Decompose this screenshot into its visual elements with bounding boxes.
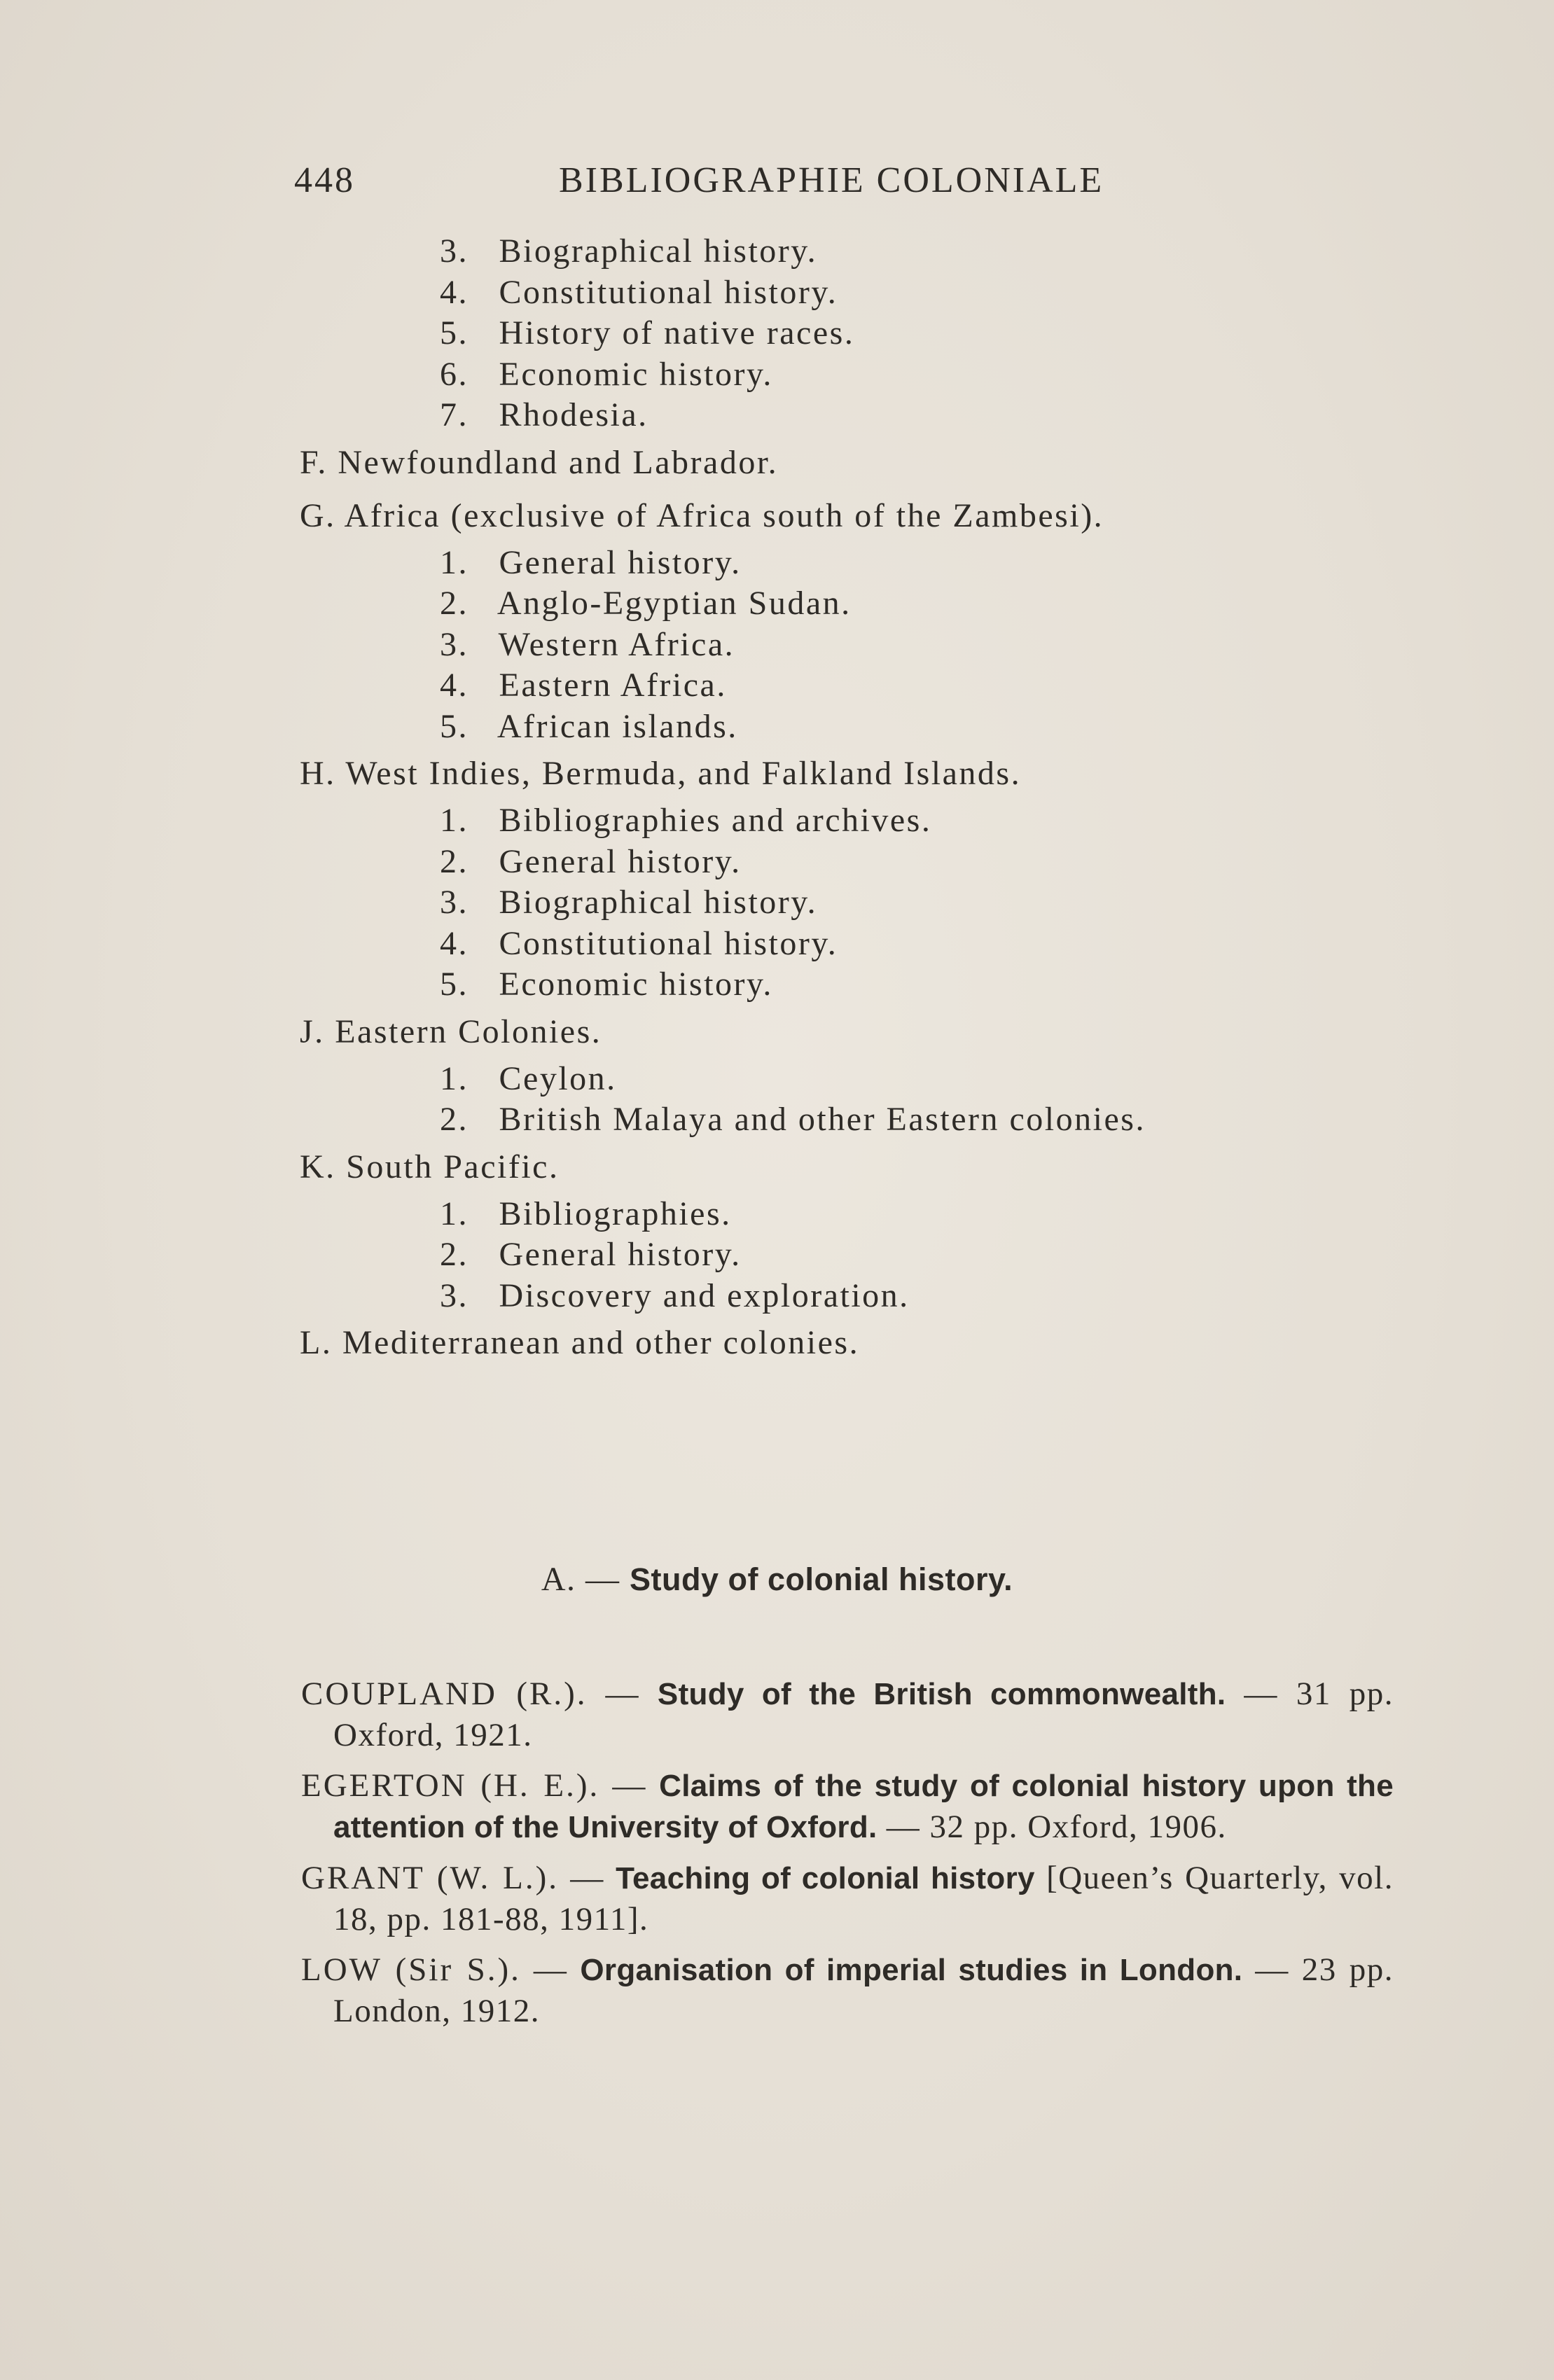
toc-item: 2. General history. [440,1236,742,1273]
toc-item: 2. Anglo-Egyptian Sudan. [440,585,852,622]
page-number: 448 [294,160,355,200]
toc-section-j: J. Eastern Colonies. [300,1012,602,1050]
toc-item: 1. Bibliographies and archives. [440,802,932,839]
bibliography-entries [301,1673,1394,2041]
toc-item: 2. British Malaya and other Eastern colonies. [440,1101,1146,1138]
toc-item: 7. Rhodesia. [440,396,648,433]
table-of-contents [300,231,1350,1370]
toc-item: 3. Discovery and exploration. [440,1276,910,1314]
bibliography-entry: EGERTON (H. E.). — Claims of the study of colonial history upon the attention of the University of Oxford. — 32 pp. Oxford, 1906. [301,1767,1394,1845]
bibliography-entry: LOW (Sir S.). — Organisation of imperial studies in London. — 23 pp. London, 1912. [301,1951,1394,2029]
toc-item: 5. History of native races. [440,314,855,352]
toc-item: 3. Biographical history. [440,232,818,270]
section-heading: A. — Study of colonial history. [541,1561,1013,1598]
toc-item: 2. General history. [440,842,742,880]
toc-section-l: L. Mediterranean and other colonies. [300,1324,860,1361]
toc-section-k: K. South Pacific. [300,1148,560,1185]
toc-section-g: G. Africa (exclusive of Africa south of the Zambesi). [300,496,1104,534]
bibliography-entry: COUPLAND (R.). — Study of the British commonwealth. — 31 pp. Oxford, 1921. [301,1676,1394,1753]
running-title: BIBLIOGRAPHIE COLONIALE [559,160,1104,200]
running-header [294,160,1275,209]
toc-item: 1. General history. [440,543,742,581]
toc-item: 3. Biographical history. [440,884,818,921]
toc-section-f: F. Newfoundland and Labrador. [300,443,779,481]
toc-section-h: H. West Indies, Bermuda, and Falkland Islands. [300,755,1022,792]
toc-item: 4. Eastern Africa. [440,667,727,704]
bibliography-entry: GRANT (W. L.). — Teaching of colonial history [Queen’s Quarterly, vol. 18, pp. 181-88, 1911]. [301,1860,1394,1937]
toc-item: 3. Western Africa. [440,625,735,663]
toc-item: 1. Bibliographies. [440,1195,732,1232]
toc-item: 1. Ceylon. [440,1059,617,1097]
toc-item: 5. Economic history. [440,966,773,1003]
toc-item: 4. Constitutional history. [440,273,838,311]
toc-item: 5. African islands. [440,707,738,745]
toc-item: 6. Economic history. [440,355,773,393]
toc-item: 4. Constitutional history. [440,924,838,962]
